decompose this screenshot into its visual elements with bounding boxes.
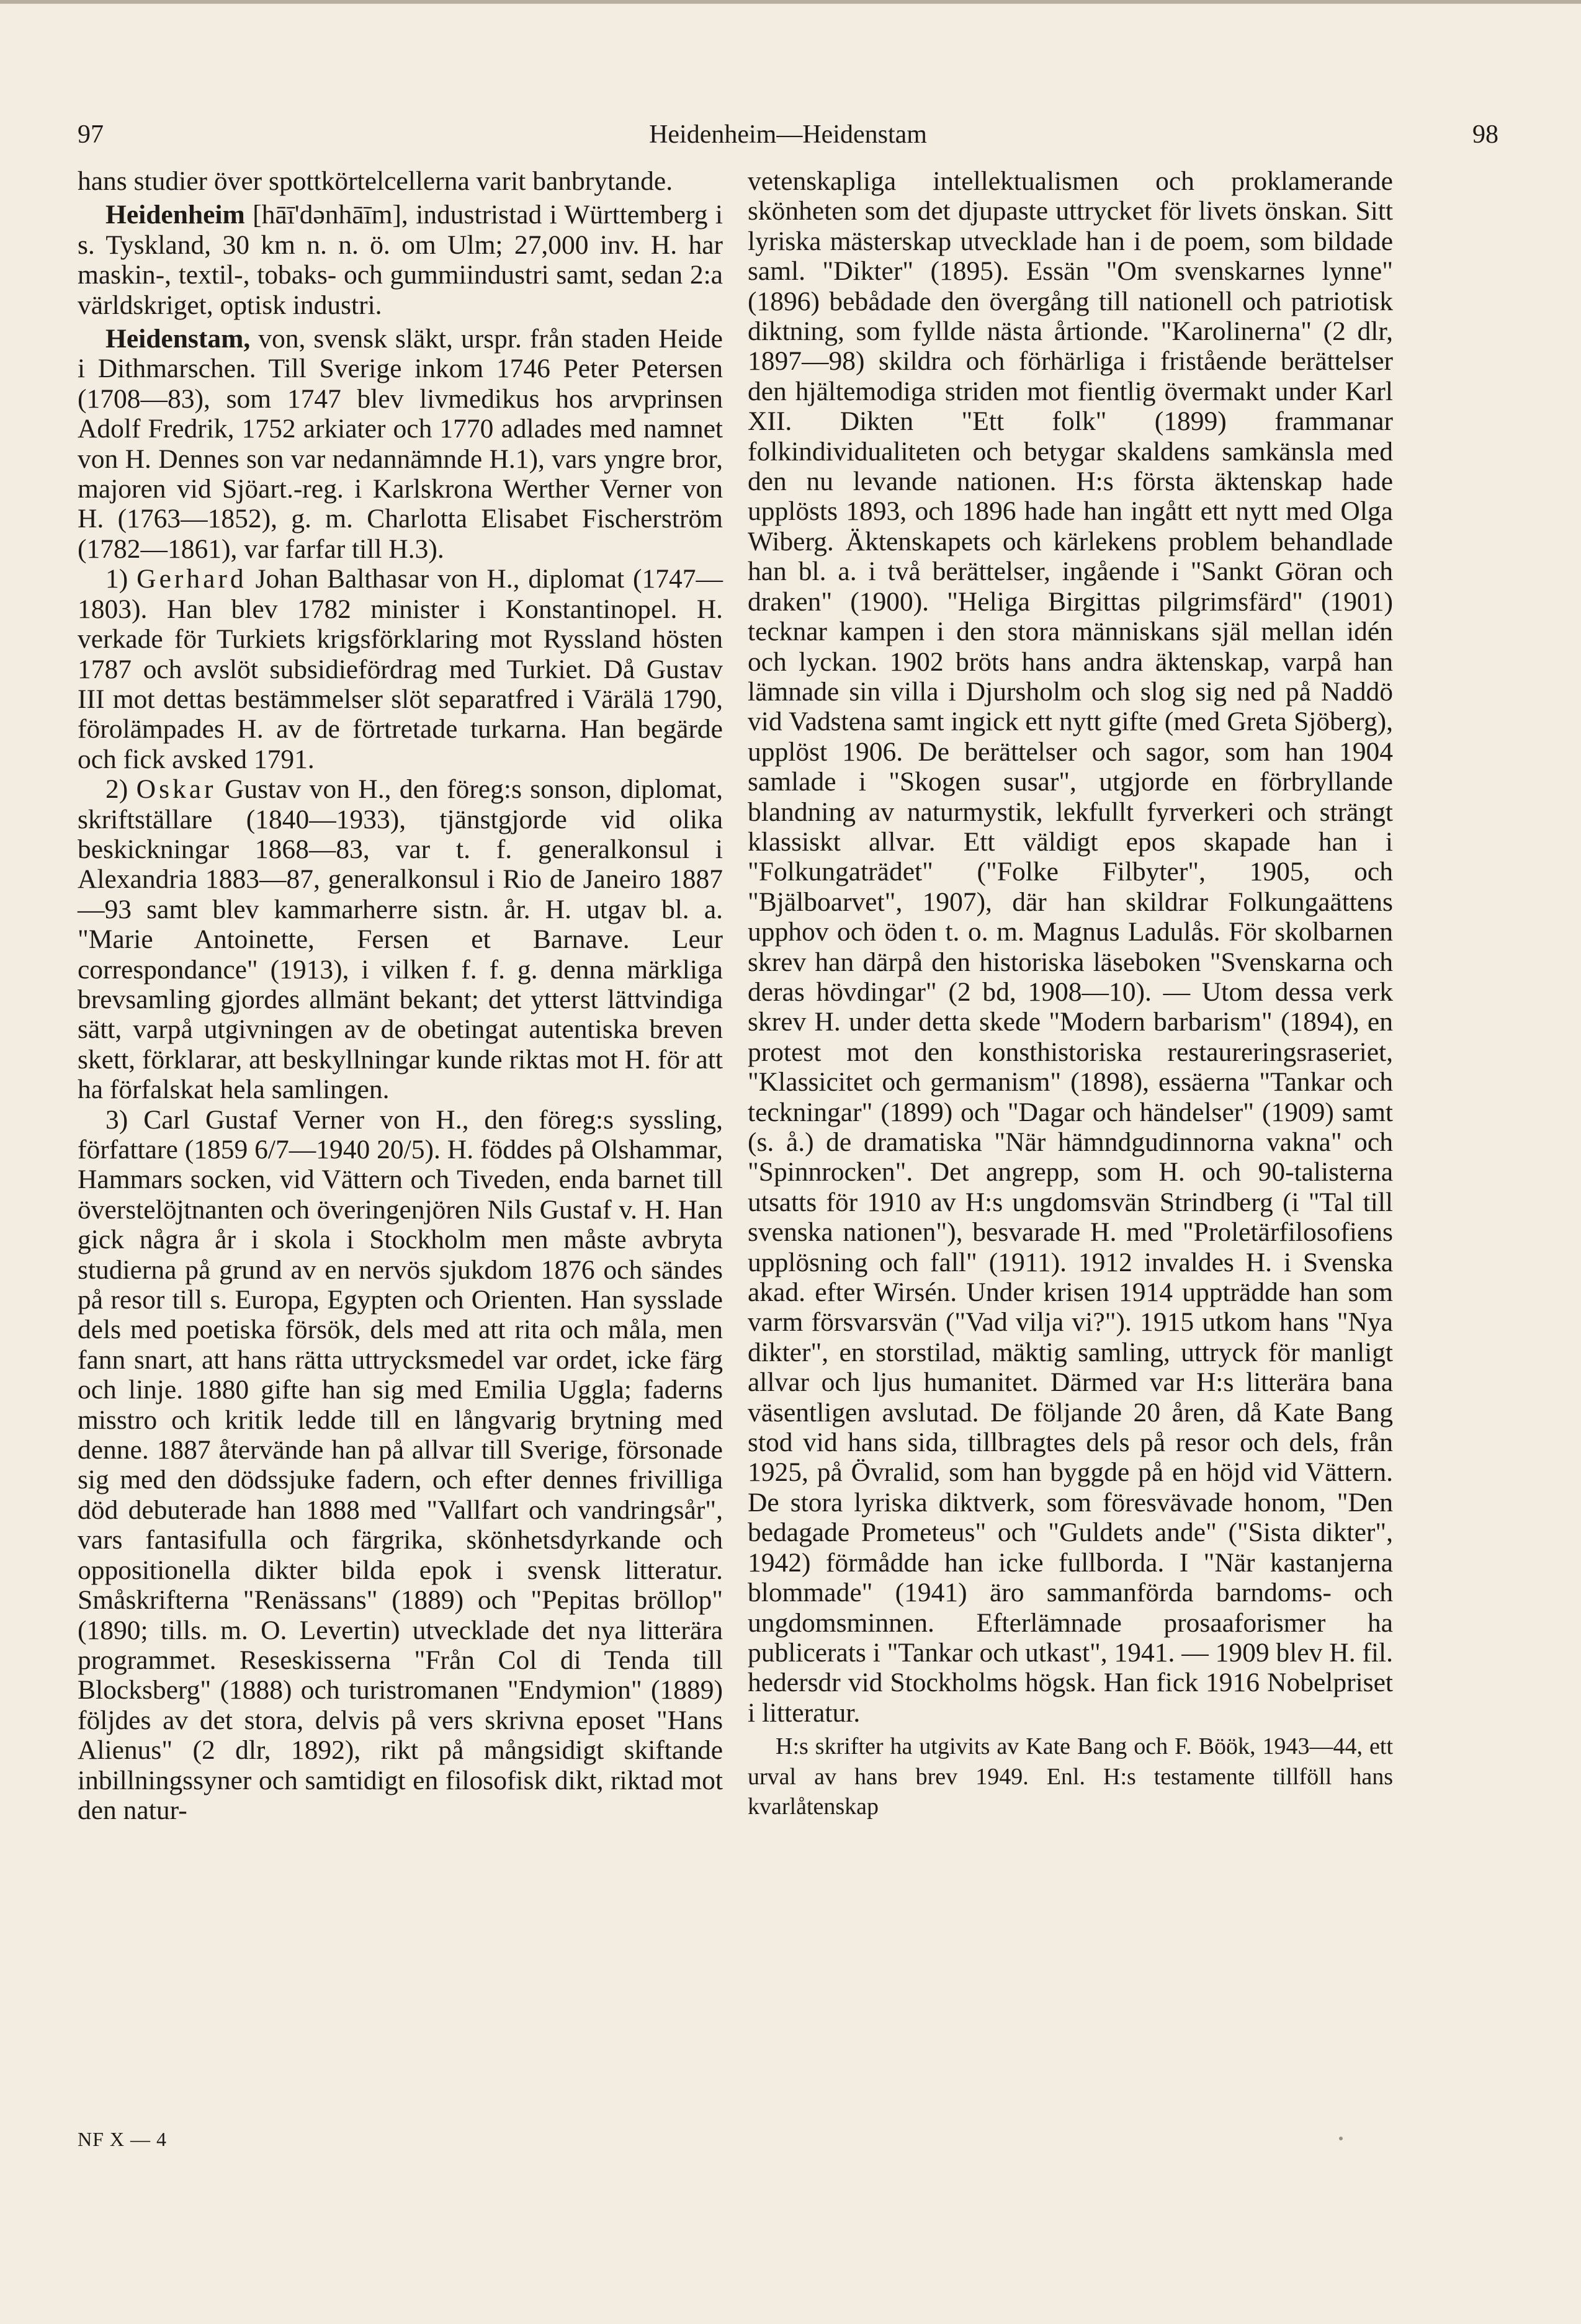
person-name: Carl Gustaf Verner — [143, 1104, 365, 1135]
headword: Heidenheim — [105, 200, 245, 230]
subentry-2: 2) Oskar Gustav von H., den föreg:s sonson, diplomat, skriftställare (1840—1933), tjänstgjorde vid olika beskickningar 1868—83, var t. f. generalkonsul i Alexandria 1883—87, generalkonsul i Rio de Janeiro 1887—93 samt blev kammarherre sistn. år. H. utgav bl. a. "Marie Antoinette, Fersen et Barnave. Leur correspondance" (1913), i vilken f. f. g. denna märkliga brevsamling gjordes allmänt bekant; det ytterst lättvindiga sätt, varpå utgivningen av de obetingat autentiska breven skett, förklarar, att beskyllningar kunde riktas mot H. för att ha förfalskat hela samlingen. — [78, 774, 723, 1105]
signature-mark: NF X — 4 — [78, 2128, 168, 2150]
person-name: Oskar — [136, 774, 217, 805]
page-number-left: 97 — [78, 120, 104, 149]
top-edge — [0, 0, 1581, 4]
paragraph: hans studier över spottkörtelcellerna varit banbrytande. — [78, 166, 673, 196]
page-number-right: 98 — [1472, 120, 1498, 149]
entry-heidenstam: Heidenstam, von, svensk släkt, urspr. från staden Heide i Dithmarschen. Till Sverige inkom 1746 Peter Petersen (1708—83), som 1747 blev livmedikus hos arvprinsen Adolf Fredrik, 1752 arkiater och 1770 adlades med namnet von H. Dennes son var nedannämnde H.1), vars yngre bror, majoren vid Sjöart.-reg. i Karlskrona Werther Verner von H. (1763—1852), g. m. Charlotta Elisabet Fischerström (1782—1861), var farfar till H.3). — [78, 324, 723, 564]
left-column — [78, 166, 723, 1825]
entry-heidenheim: Heidenheim [hāī'dənhāīm], industristad i Württemberg i s. Tyskland, 30 km n. n. ö. om Ulm; 27,000 inv. H. har maskin-, textil-, tobaks- och gummiindustri samt, sedan 2:a världskriget, optisk industri. — [78, 200, 723, 320]
running-title: Heidenheim—Heidenstam — [649, 120, 927, 149]
subentry-1: 1) Gerhard Johan Balthasar von H., diplomat (1747—1803). Han blev 1782 minister i Konstantinopel. H. verkade för Turkiets krigsförklaring mot Ryssland hösten 1787 och avslöt subsidiefördrag med Turkiet. Då Gustav III mot dettas bestämmelser slöt separatfred i Värälä 1790, förolämpades H. av de förtretade turkarna. Han begärde och fick avsked 1791. — [78, 564, 723, 774]
headword: Heidenstam, — [105, 324, 251, 354]
right-column — [748, 166, 1393, 1821]
person-name: Gerhard — [137, 564, 247, 594]
subentry-3: 3) Carl Gustaf Verner von H., den föreg:s syssling, författare (1859 6/7—1940 20/5). H. föddes på Olshammar, Hammars socken, vid Vättern och Tiveden, enda barnet till överstelöjtnanten och överingenjören Nils Gustaf v. H. Han gick några år i skola i Stockholm men måste avbryta studierna på grund av en nervös sjukdom 1876 och sändes på resor till s. Europa, Egypten och Orienten. Han sysslade dels med poetiska försök, dels med att rita och måla, men fann snart, att hans rätta uttrycksmedel var ordet, icke färg och linje. 1880 gifte han sig med Emilia Uggla; faderns misstro och kritik ledde till en långvarig brytning med denne. 1887 återvände han på allvar till Sverige, försonade sig med den dödssjuke fadern, och efter dennes frivilliga död debuterade han 1888 med "Vallfart och vandringsår", vars fantasifulla och färgrika, skönhetsdyrkande och oppositionella dikter bilda epok i svensk litteratur. Småskrifterna "Renässans" (1889) och "Pepitas bröllop" (1890; tills. m. O. Levertin) utvecklade det nya litterära programmet. Reseskisserna "Från Col di Tenda till Blocksberg" (1888) och turistromanen "Endymion" (1889) följdes av det stora, delvis på vers skrivna eposet "Hans Alienus" (2 dlr, 1892), rikt på mångsidigt skiftande inbillningssyner och samtidigt en filosofisk dikt, riktad mot den natur- — [78, 1104, 723, 1825]
ink-dot — [1339, 2137, 1343, 2140]
bibliography-note: H:s skrifter ha utgivits av Kate Bang och F. Böök, 1943—44, ett urval av hans brev 1949. Enl. H:s testamente tillföll hans kvarlåtenskap — [748, 1733, 1393, 1820]
paragraph: vetenskapliga intellektualismen och proklamerande skönheten som det djupaste uttrycket för livets önskan. Sitt lyriska mästerskap utvecklade han i de poem, som bildade saml. "Dikter" (1895). Essän "Om svenskarnes lynne" (1896) bebådade den övergång till nationell och patriotisk diktning, som fyllde nästa årtionde. "Karolinerna" (2 dlr, 1897—98) skildra och förhärliga i fristående berättelser den hjältemodiga striden mot fientlig övermakt under Karl XII. Dikten "Ett folk" (1899) frammanar folkindividualiteten och betygar skaldens samkänsla med den nu levande nationen. H:s första äktenskap hade upplösts 1893, och 1896 hade han ingått ett nytt med Olga Wiberg. Äktenskapets och kärlekens problem behandlade han bl. a. i två berättelser, ingående i "Sankt Göran och draken" (1900). "Heliga Birgittas pilgrimsfärd" (1901) tecknar kampen i den stora människans själ mellan idén och lyckan. 1902 bröts hans andra äktenskap, varpå han lämnade sin villa i Djursholm och slog sig ned på Naddö vid Vadstena samt ingick ett nytt gifte (med Greta Sjöberg), upplöst 1906. De berättelser och sagor, som han 1904 samlade i "Skogen susar", utgjorde en förbryllande blandning av naturmystik, lekfullt fyrverkeri och strängt klassiskt allvar. Ett väldigt epos skapade han i "Folkungaträdet" ("Folke Filbyter", 1905, och "Bjälboarvet", 1907), där han skildrar Folkungaättens upphov och öden t. o. m. Magnus Ladulås. För skolbarnen skrev han därpå den historiska läseboken "Svenskarna och deras hövdingar" (2 bd, 1908—10). — Utom dessa verk skrev H. under detta skede "Modern barbarism" (1894), en protest mot den konsthistoriska restaureringsraseriet, "Klassicitet och germanism" (1898), essäerna "Tankar och teckningar" (1899) och "Dagar och händelser" (1909) samt (s. å.) de dramatiska "När hämndgudinnorna vakna" och "Spinnrocken". Det angrepp, som H. och 90-talisterna utsatts för 1910 av H:s ungdomsvän Strindberg (i "Tal till svenska nationen"), besvarade H. med "Proletärfilosofiens upplösning och fall" (1911). 1912 invaldes H. i Svenska akad. efter Wirsén. Under krisen 1914 uppträdde han som varm försvarsvän ("Vad vilja vi?"). 1915 utkom hans "Nya dikter", en storstilad, mäktig samling, uttryck för manligt allvar och ljus humanitet. Därmed var H:s litterära bana väsentligen avslutad. De följande 20 åren, då Kate Bang stod vid hans sida, tillbragtes dels på resor och dels, från 1925, på Övralid, som han byggde på en höjd vid Vättern. De stora lyriska diktverk, som föresvävade honom, "Den bedagade Prometeus" och "Guldets ande" ("Sista dikter", 1942) förmådde han icke fullborda. I "När kastanjerna blommade" (1941) äro sammanförda barndoms- och ungdomsminnen. Efterlämnade prosaaforismer ha publicerats i "Tankar och utkast", 1941. — 1909 blev H. fil. hedersdr vid Stockholms högsk. Han fick 1916 Nobelpriset i litteratur. — [748, 166, 1394, 1728]
page-header — [78, 113, 1498, 156]
